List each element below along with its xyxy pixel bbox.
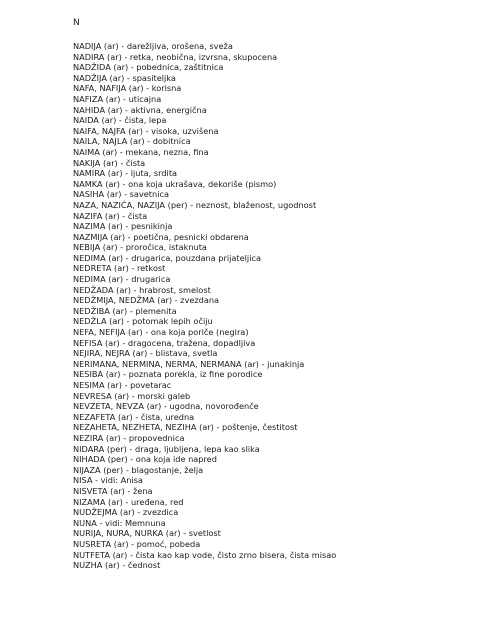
name-entry: NUNA - vidi: Memnuna	[73, 517, 166, 528]
name-entry: NAZIMA (ar) - pesnikinja	[73, 221, 173, 232]
name-entry: NEJIRA, NEJRA (ar) - blistava, svetla	[73, 348, 218, 359]
name-entry: NESIBA (ar) - poznata porekla, iz fine porodice	[73, 369, 263, 380]
name-entry: NIHADA (per) - ona koja ide napred	[73, 454, 217, 465]
name-entry: NIDARA (per) - draga, ljubljena, lepa kao slika	[73, 443, 260, 454]
name-entry: NEDŽIBA (ar) - plemenita	[73, 305, 177, 316]
name-entry: NURIJA, NURA, NURKA (ar) - svetlost	[73, 528, 221, 539]
name-entry: NEDŽLA (ar) - potomak lepih očiju	[73, 316, 213, 327]
name-entry: NAMKA (ar) - ona koja ukrašava, dekoriše (pismo)	[73, 178, 277, 189]
name-entry: NISA - vidi: Anisa	[73, 475, 143, 486]
name-entry: NIZAMA (ar) - uređena, red	[73, 496, 184, 507]
name-entry: NADIJA (ar) - darežljiva, orošena, sveža	[73, 41, 233, 51]
name-entry: NESIMA (ar) - povetarac	[73, 380, 172, 390]
name-entry: NEFA, NEFIJA (ar) - ona koja poriče (negira)	[73, 327, 249, 338]
name-entry: NUDŽEJMA (ar) - zvezdica	[73, 507, 179, 518]
name-entry: NAMIRA (ar) - ljuta, srdita	[73, 168, 178, 179]
name-entry: NAZMIJA (ar) - poetična, pesnicki obdarena	[73, 231, 249, 242]
name-entry: NAFA, NAFIJA (ar) - korisna	[73, 83, 182, 94]
name-entry-list	[73, 41, 336, 571]
name-entry: NASIHA (ar) - savetnica	[73, 189, 169, 200]
name-entry: NAFIZA (ar) - uticajna	[73, 93, 162, 104]
name-entry: NEBIJA (ar) - proročica, istaknuta	[73, 242, 207, 253]
name-entry: NEVZETA, NEVZA (ar) - ugodna, novorođenče	[73, 401, 259, 412]
section-heading: N	[73, 18, 80, 28]
name-entry: NAIDA (ar) - čista, lepa	[73, 115, 167, 126]
name-entry: NISVETA (ar) - žena	[73, 485, 153, 496]
name-entry: NEZIRA (ar) - propovednica	[73, 432, 185, 443]
name-entry: NERIMANA, NERMINA, NERMA, NERMANA (ar) - junakinja	[73, 358, 305, 369]
name-entry: NEDIMA (ar) - drugarica, pouzdana prijateljica	[73, 252, 261, 263]
name-entry: NEFISA (ar) - dragocena, tražena, dopadljiva	[73, 337, 256, 348]
name-entry: NIJAZA (per) - blagostanje, želja	[73, 464, 204, 475]
name-entry: NEDRETA (ar) - retkost	[73, 263, 166, 274]
name-entry: NAIFA, NAJFA (ar) - visoka, uzvišena	[73, 125, 219, 136]
name-entry: NAZA, NAZIĆA, NAZIJA (per) - neznost, blaženost, ugodnost	[73, 199, 317, 210]
name-entry: NAIMA (ar) - mekana, nezna, fina	[73, 146, 209, 157]
name-entry: NADŽIJA (ar) - spasiteljka	[73, 72, 176, 83]
name-entry: NEZAHETA, NEZHETA, NEZIHA (ar) - poštenje, čestitost	[73, 422, 298, 433]
name-entry: NADŽIDA (ar) - pobednica, zaštitnica	[73, 62, 224, 73]
name-entry: NAKIJA (ar) - čista	[73, 157, 146, 168]
name-entry: NAILA, NAJLA (ar) - dobitnica	[73, 136, 191, 147]
name-entry: NEZAFETA (ar) - čista, uredna	[73, 411, 195, 422]
name-entry: NAHIDA (ar) - aktivna, energična	[73, 104, 207, 115]
name-entry: NEDŽADA (ar) - hrabrost, smelost	[73, 284, 211, 295]
name-entry: NADIRA (ar) - retka, neobična, izvrsna, skupocena	[73, 51, 278, 62]
name-entry: NUSRETA (ar) - pomoć, pobeda	[73, 538, 201, 549]
name-entry: NEVRESA (ar) - morski galeb	[73, 390, 191, 401]
name-entry: NUZHA (ar) - čednost	[73, 560, 161, 571]
name-entry: NEDIMA (ar) - drugarica	[73, 274, 171, 285]
name-entry: NUTFETA (ar) - čista kao kap vode, čisto zrno bisera, čista misao	[73, 549, 337, 560]
name-entry: NAZIFA (ar) - čista	[73, 210, 148, 221]
name-entry: NEDŽMIJA, NEDŽMA (ar) - zvezdana	[73, 295, 220, 306]
